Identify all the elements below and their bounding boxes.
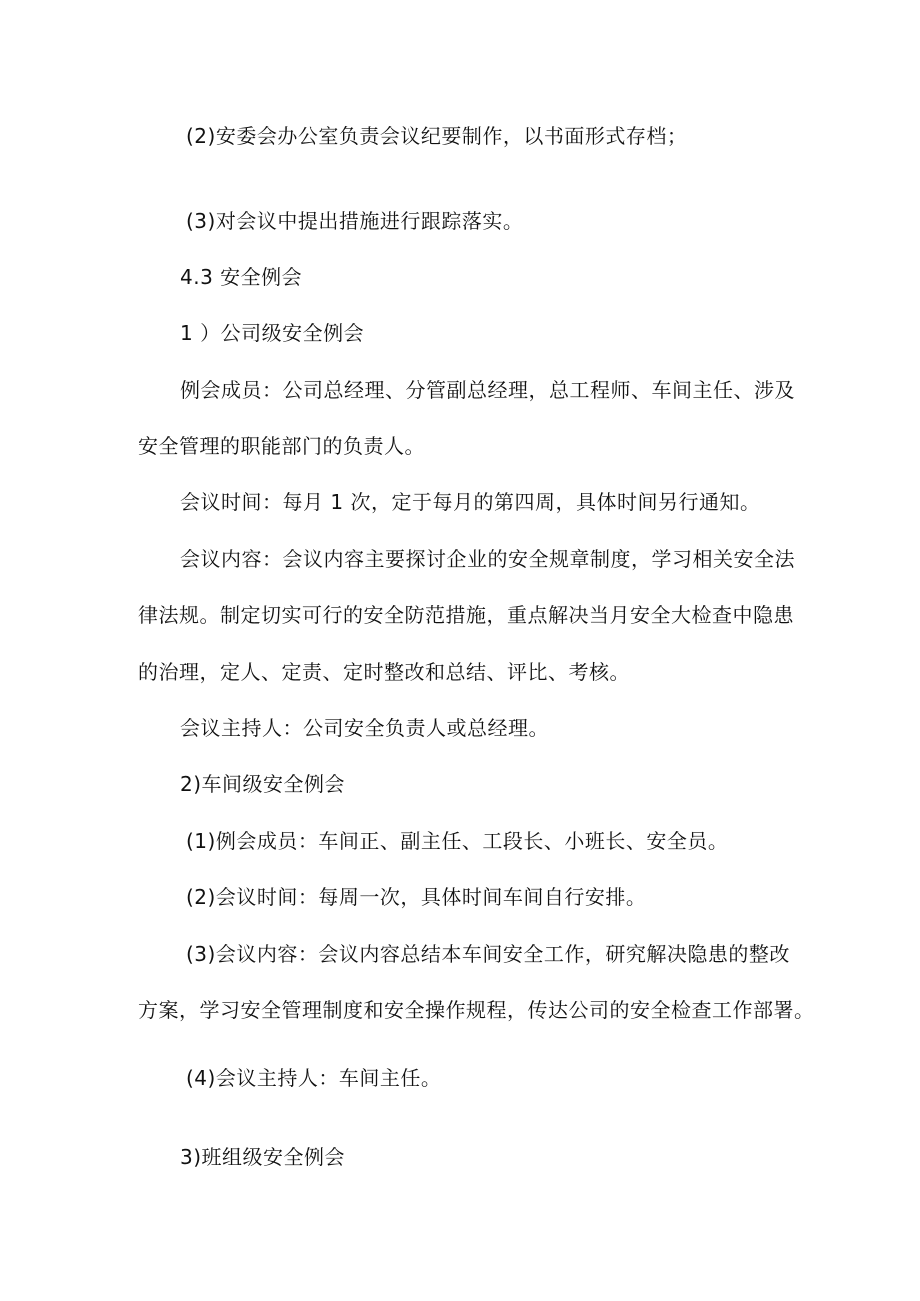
paragraph-line: (4)会议主持人：车间主任。 [186,1066,442,1090]
paragraph-line: (3)对会议中提出措施进行跟踪落实。 [186,209,524,233]
paragraph-line: 安全管理的职能部门的负责人。 [138,434,425,458]
paragraph-line: 方案，学习安全管理制度和安全操作规程，传达公司的安全检查工作部署。 [138,998,815,1022]
paragraph-line: 例会成员：公司总经理、分管副总经理，总工程师、车间主任、涉及 [180,378,795,402]
paragraph-line: (2)安委会办公室负责会议纪要制作，以书面形式存档； [186,124,688,148]
paragraph-line: 会议时间：每月 1 次，定于每月的第四周，具体时间另行通知。 [180,490,761,514]
section-heading: 4.3 安全例会 [180,265,303,289]
paragraph-line: (1)例会成员：车间正、副主任、工段长、小班长、安全员。 [186,829,729,853]
paragraph-line: (2)会议时间：每周一次，具体时间车间自行安排。 [186,885,647,909]
paragraph-line: 律法规。制定切实可行的安全防范措施，重点解决当月安全大检查中隐患 [138,603,794,627]
paragraph-line: 会议主持人：公司安全负责人或总经理。 [180,716,549,740]
subsection-heading: 3)班组级安全例会 [180,1145,346,1169]
paragraph-line: 会议内容：会议内容主要探讨企业的安全规章制度，学习相关安全法 [180,547,795,571]
paragraph-line: (3)会议内容：会议内容总结本车间安全工作，研究解决隐患的整改 [186,942,790,966]
subsection-heading: 2)车间级安全例会 [180,772,346,796]
subsection-heading: 1 ）公司级安全例会 [180,321,365,345]
paragraph-line: 的治理，定人、定责、定时整改和总结、评比、考核。 [138,660,630,684]
